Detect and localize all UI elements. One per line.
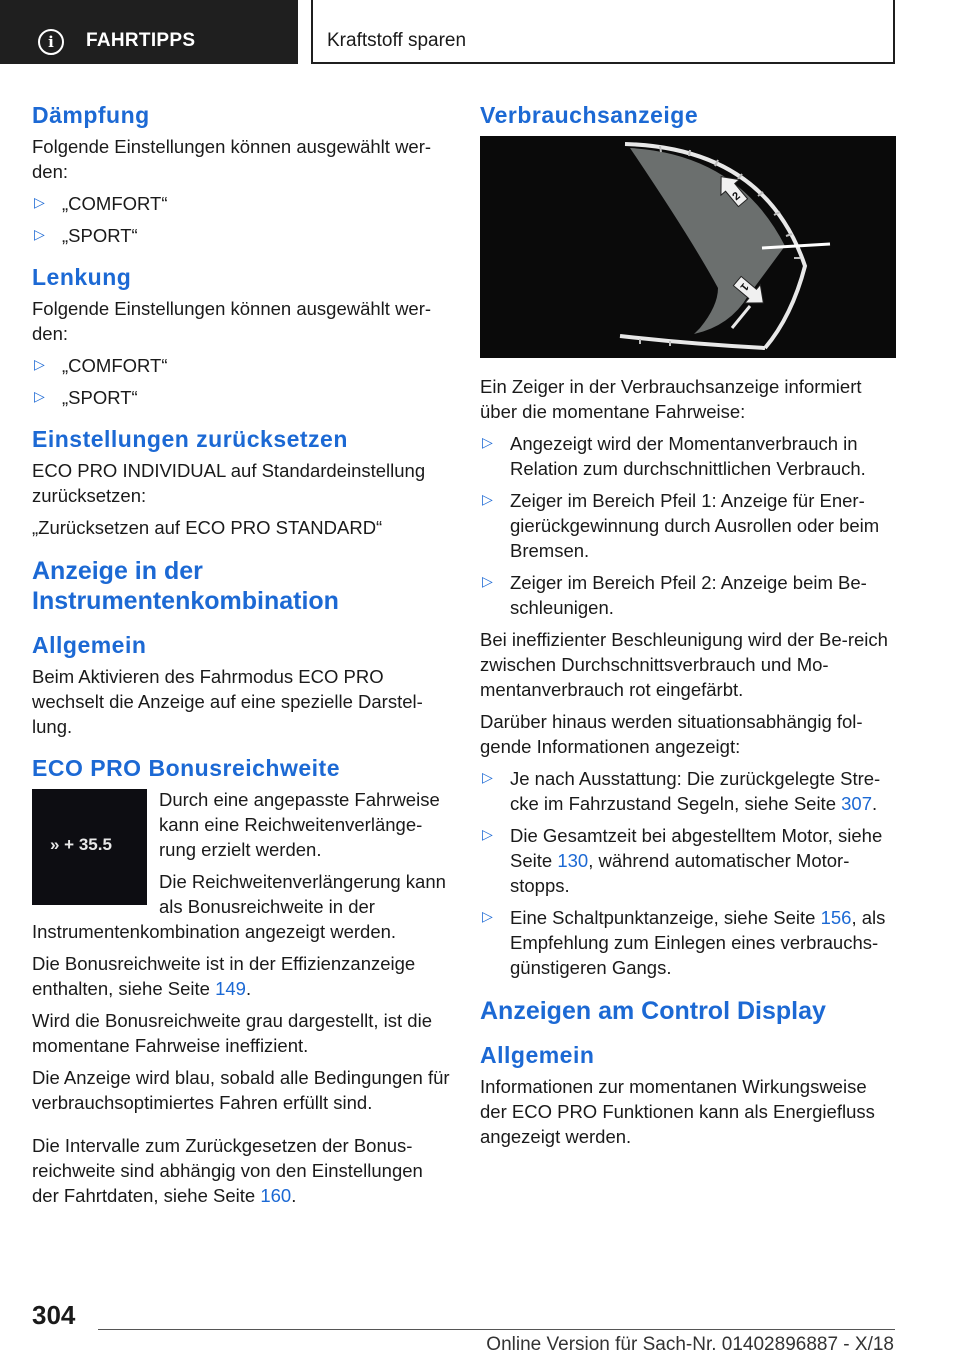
lenkung-text: Folgende Einstellungen können ausgewählt wer-den: xyxy=(32,298,432,344)
heading-control-display: Anzeigen am Control Display xyxy=(480,997,826,1025)
info-icon: i xyxy=(38,29,64,55)
bonus-p4: Wird die Bonusreichweite grau dargestellt, ist die momentane Fahrweise ineffizient. xyxy=(32,1010,432,1056)
bonus-range-value: » + 35.5 xyxy=(50,835,112,854)
right-column xyxy=(480,100,896,1156)
footer-version: Online Version für Sach-Nr. 01402896887 - X/18 xyxy=(486,1334,894,1355)
heading-allgemein-2: Allgemein xyxy=(480,1042,595,1068)
heading-lenkung: Lenkung xyxy=(32,264,132,290)
list-item: ▷ Je nach Ausstattung: Die zurückgelegte Stre-cke im Fahrzustand Segeln, siehe Seite 307. xyxy=(480,766,896,816)
list-item: ▷ Zeiger im Bereich Pfeil 1: Anzeige für Ener-gierückgewinnung durch Ausrollen oder beim Bremsen. xyxy=(480,488,896,563)
section-title: FAHRTIPPS xyxy=(86,30,196,51)
verbrauch-p2: Darüber hinaus werden situationsabhängig fol-gende Informationen angezeigt: xyxy=(480,711,863,757)
allgemein-text: Beim Aktivieren des Fahrmodus ECO PRO wechselt die Anzeige auf eine spezielle Darstel-lung. xyxy=(32,666,423,737)
daempfung-list xyxy=(32,191,450,248)
list-item: ▷ Eine Schaltpunktanzeige, siehe Seite 156, als Empfehlung zum Einlegen eines verbrauchs-günstigeren Gangs. xyxy=(480,905,896,980)
gauge-sector xyxy=(630,148,785,334)
bonus-p6: Die Intervalle zum Zurückgesetzen der Bonus-reichweite sind abhängig von den Einstellungen der Fahrtdaten, siehe Seite 160. xyxy=(32,1135,423,1206)
lenkung-list xyxy=(32,353,450,410)
header-topic-box xyxy=(311,0,895,64)
list-item: ▷ „COMFORT“ xyxy=(32,353,450,378)
topic-title: Kraftstoff sparen xyxy=(327,30,467,51)
bonus-p3: Die Bonusreichweite ist in der Effizienzanzeige enthalten, siehe Seite 149. xyxy=(32,953,416,999)
page-link-160[interactable]: 160 xyxy=(260,1185,292,1206)
list-item: ▷ „COMFORT“ xyxy=(32,191,450,216)
verbrauch-intro: Ein Zeiger in der Verbrauchsanzeige informiert über die momentane Fahrweise: xyxy=(480,376,862,422)
heading-verbrauch: Verbrauchsanzeige xyxy=(480,102,699,128)
list-item: ▷ „SPORT“ xyxy=(32,385,450,410)
gauge-bottom-arc xyxy=(620,336,765,348)
svg-text:2: 2 xyxy=(730,189,743,203)
list-item: ▷ „SPORT“ xyxy=(32,223,450,248)
reset-text: ECO PRO INDIVIDUAL auf Standardeinstellung zurücksetzen: xyxy=(32,460,426,506)
consumption-gauge-image xyxy=(480,136,896,358)
list-item: ▷ Angezeigt wird der Momentanverbrauch in Relation zum durchschnittlichen Verbrauch. xyxy=(480,431,896,481)
bonus-section xyxy=(32,787,450,1208)
daempfung-text: Folgende Einstellungen können ausgewählt wer-den: xyxy=(32,136,432,182)
reset-text-2: „Zurücksetzen auf ECO PRO STANDARD“ xyxy=(32,517,383,538)
page-link-307[interactable]: 307 xyxy=(841,793,872,814)
verbrauch-list-2 xyxy=(480,766,896,980)
heading-allgemein: Allgemein xyxy=(32,632,147,658)
heading-reset: Einstellungen zurücksetzen xyxy=(32,426,348,452)
verbrauch-p1: Bei ineffizienter Beschleunigung wird der Be-reich zwischen Durchschnittsverbrauch und Mo-mentanverbrauch rot eingefärbt. xyxy=(480,629,888,700)
header-section-tab xyxy=(0,0,298,64)
verbrauch-list xyxy=(480,431,896,620)
bonus-p5: Die Anzeige wird blau, sobald alle Bedingungen für verbrauchsoptimiertes Fahren erfüllt sind. xyxy=(32,1067,450,1113)
bonus-range-display-image xyxy=(32,789,147,905)
left-column xyxy=(32,100,450,1215)
allgemein-2-text: Informationen zur momentanen Wirkungsweise der ECO PRO Funktionen kann als Energiefluss angezeigt werden. xyxy=(480,1076,875,1147)
gauge-graphic xyxy=(480,136,896,358)
footer-divider xyxy=(98,1329,895,1330)
svg-text:1: 1 xyxy=(737,280,751,294)
list-item: ▷ Zeiger im Bereich Pfeil 2: Anzeige beim Be-schleunigen. xyxy=(480,570,896,620)
list-item: ▷ Die Gesamtzeit bei abgestelltem Motor, siehe Seite 130, während automatischer Motor-stopps. xyxy=(480,823,896,898)
heading-daempfung: Dämpfung xyxy=(32,102,150,128)
page-link-156[interactable]: 156 xyxy=(820,907,852,928)
page-number: 304 xyxy=(32,1300,76,1330)
heading-anzeige: Anzeige in der Instrumentenkombination xyxy=(32,557,339,615)
page-link-149[interactable]: 149 xyxy=(215,978,246,999)
page-link-130[interactable]: 130 xyxy=(557,850,589,871)
bonus-p1: Durch eine angepasste Fahrweise kann eine Reichweitenverlänge-rung erzielt werden. xyxy=(159,789,440,860)
heading-bonus: ECO PRO Bonusreichweite xyxy=(32,755,341,781)
bonus-p2: Die Reichweitenverlängerung kann als Bonusreichweite in der Instrumentenkombination angezeigt werden. xyxy=(32,871,446,942)
